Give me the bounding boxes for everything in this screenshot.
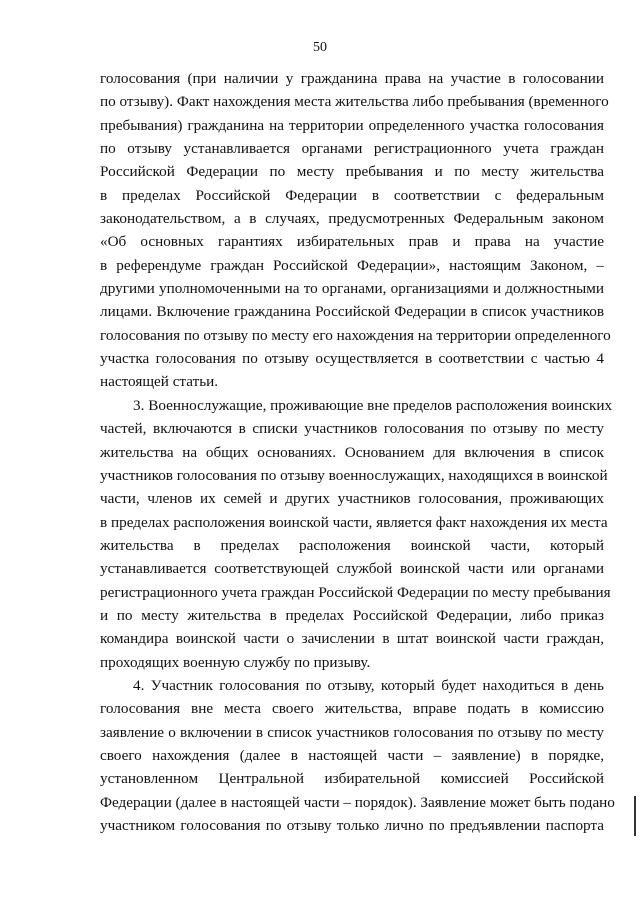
document-body: [100, 67, 615, 837]
text-line: Российской Федерации по месту пребывания и по месту жительства: [100, 163, 604, 181]
text-line: и по месту жительства в пределах Российской Федерации, либо приказ: [100, 606, 604, 624]
text-line: командира воинской части о зачислении в штат воинской части граждан,: [100, 630, 604, 648]
text-line: участка голосования по отзыву осуществляется в соответствии с частью 4: [100, 350, 604, 368]
text-line: законодательством, а в случаях, предусмотренных Федеральным законом: [100, 210, 604, 228]
text-line: устанавливается соответствующей службой воинской части или органами: [100, 560, 604, 578]
text-line: по отзыву). Факт нахождения места жительства либо пребывания (временного: [100, 93, 609, 111]
text-line: лицами. Включение гражданина Российской Федерации в список участников: [100, 303, 604, 321]
text-line: участником голосования по отзыву только лично по предъявлении паспорта: [100, 817, 604, 834]
text-line: голосования (при наличии у гражданина права на участие в голосовании: [100, 70, 604, 87]
text-line: голосования по отзыву по месту его нахождения на территории определенного: [100, 326, 611, 344]
text-line: регистрационного учета граждан Российской Федерации по месту пребывания: [100, 583, 611, 601]
text-line: в пределах Российской Федерации в соответствии с федеральным: [100, 186, 604, 204]
text-line: жительства на общих основаниях. Основанием для включения в список: [100, 443, 604, 461]
text-line: в референдуме граждан Российской Федерации», настоящим Законом, –: [100, 256, 604, 274]
text-line: 4. Участник голосования по отзыву, который будет находиться в день: [133, 676, 604, 694]
text-line: 3. Военнослужащие, проживающие вне пределов расположения воинских: [133, 396, 613, 414]
text-line: проходящих военную службу по призыву.: [100, 653, 371, 671]
text-line: частей, включаются в списки участников голосования по отзыву по месту: [100, 420, 604, 438]
text-line: Федерации (далее в настоящей части – порядок). Заявление может быть подано: [100, 793, 615, 811]
text-line: своего нахождения (далее в настоящей части – заявление) в порядке,: [100, 746, 604, 764]
scan-edge-mark: [634, 796, 636, 836]
text-line: жительства в пределах расположения воинской части, который: [100, 536, 604, 554]
text-line: настоящей статьи.: [100, 373, 219, 391]
text-line: установленном Центральной избирательной комиссией Российской: [100, 770, 604, 788]
page-number: 50: [313, 40, 327, 55]
text-line: голосования вне места своего жительства, вправе подать в комиссию: [100, 700, 604, 718]
text-line: заявление о включении в список участников голосования по отзыву по месту: [100, 723, 604, 741]
text-line: части, членов их семей и других участников голосования, проживающих: [100, 490, 604, 508]
text-line: пребывания) гражданина на территории определенного участка голосования: [100, 116, 604, 134]
text-line: по отзыву устанавливается органами регистрационного учета граждан: [100, 140, 604, 158]
text-line: участников голосования по отзыву военнослужащих, находящихся в воинской: [100, 466, 608, 484]
text-line: в пределах расположения воинской части, является факт нахождения их места: [100, 513, 608, 531]
text-line: другими уполномоченными на то органами, организациями и должностными: [100, 280, 604, 298]
text-line: «Об основных гарантиях избирательных прав и права на участие: [100, 233, 604, 251]
